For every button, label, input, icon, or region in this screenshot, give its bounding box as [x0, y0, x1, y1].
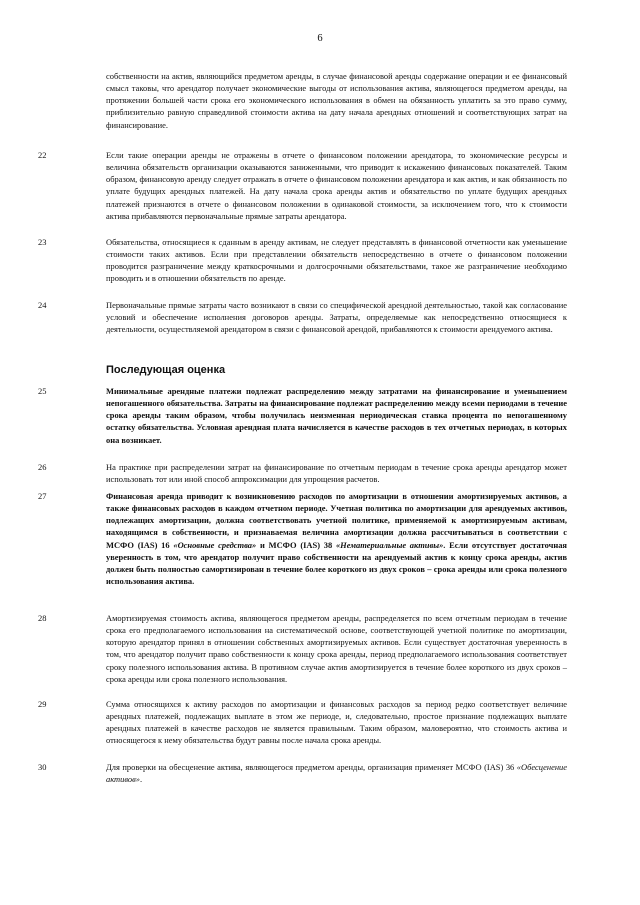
page-number: 6 [317, 33, 323, 44]
paragraph-30-text-a: Для проверки на обесценение актива, являющегося предметом аренды, организация применяет МСФО (IAS) 36 [106, 762, 517, 772]
paragraph-26: На практике при распределении затрат на финансирование по отчетным периодам в течение срока аренды арендатор может использовать тот или иной способ аппроксимации для упрощения расчетов. [106, 462, 567, 485]
standard-reference-ias36: «Обесценение активов» [106, 762, 567, 785]
paragraph-number-22: 22 [38, 150, 47, 160]
paragraph-number-24: 24 [38, 300, 47, 310]
paragraph-27-text-c: . Если отсутствует достаточная уверенность в том, что арендатор получит право собственности на арендуемый актив к концу срока аренды, актив должен быть полностью самортизирован в течение более короткого из двух сроков – срока аренды или срока полезного использования актива. [106, 539, 567, 587]
standard-reference-ias16: «Основные средства» [173, 539, 257, 550]
section-heading: Последующая оценка [106, 364, 226, 376]
paragraph-number-28: 28 [38, 613, 47, 623]
paragraph-number-30: 30 [38, 762, 47, 772]
paragraph-29: Сумма относящихся к активу расходов по амортизации и финансовых расходов за период редко соответствует величине арендных платежей, подлежащих выплате в этом же периоде, и, следовательно, простое признание подлежащих выплате арендных платежей в качестве расходов не является правильным. Таким образом, маловероятно, что стоимость актива и относящегося к нему обязательства будут равны после начала срока аренды. [106, 699, 567, 746]
paragraph-27-text-a: Финансовая аренда приводит к возникновению расходов по амортизации в отношении амортизируемых активов, а также финансовых расходов в каждом отчетном периоде. Учетная политика по амортизации для арендуемых активов, подлежащих амортизации, должна соответствовать учетной политике, применяемой к амортизируемым активам, находящимся в собственности, и признаваемая величина амортизации должна рассчитываться в соответствии с МСФО (IAS) 16 [106, 491, 567, 550]
paragraph-number-27: 27 [38, 491, 47, 501]
paragraph-28: Амортизируемая стоимость актива, являющегося предметом аренды, распределяется по всем отчетным периодам в течение срока его предполагаемого использования на систематической основе, соответствующей учетной политике по амортизации, которую арендатор принял в отношении собственных амортизируемых активов. Если существует достаточная уверенность в том, что арендатор получит право собственности к концу срока аренды, период предполагаемого использования соответствует сроку полезного использования актива. В противном случае актив амортизируется в течение более короткого из двух сроков – срока аренды или срока полезного использования. [106, 613, 567, 684]
standard-reference-ias38: «Нематериальные активы» [335, 539, 444, 550]
paragraph-27-text-b: и МСФО (IAS) 38 [256, 539, 336, 550]
paragraph-number-29: 29 [38, 699, 47, 709]
paragraph-30 [106, 761, 567, 785]
paragraph-25: Минимальные арендные платежи подлежат распределению между затратами на финансирование и уменьшением непогашенного обязательства. Затраты на финансирование подлежат распределению между всеми периодами в течение срока аренды таким образом, чтобы получилась неизменная периодическая ставка процента по непогашенному остатку обязательства. Условная арендная плата начисляется в качестве расходов в тех отчетных периодах, в которых она возникает. [106, 386, 567, 445]
intro-paragraph: собственности на актив, являющийся предметом аренды, в случае финансовой аренды содержание операции и ее финансовый смысл таковы, что арендатор получает экономические выгоды от использования актива, являющегося предметом аренды, на протяжении большей части срока его экономического использования в обмен на обязанность уплатить за это право сумму, приблизительно равную справедливой стоимости актива на дату начала арендных отношений и соответствующих затрат на финансирование. [106, 71, 567, 130]
paragraph-number-26: 26 [38, 462, 47, 472]
paragraph-number-25: 25 [38, 386, 47, 396]
paragraph-30-text-b: . [140, 774, 143, 785]
paragraph-24: Первоначальные прямые затраты часто возникают в связи со специфической арендной деятельностью, такой как согласование условий и обеспечение исполнения договоров аренды. Затраты, определяемые как непосредственно относящиеся к деятельности, осуществляемой арендатором в связи с финансовой арендой, прибавляются к стоимости арендуемого актива. [106, 300, 567, 335]
paragraph-number-23: 23 [38, 237, 47, 247]
paragraph-27 [106, 490, 567, 587]
paragraph-22: Если такие операции аренды не отражены в отчете о финансовом положении арендатора, то экономические ресурсы и величина обязательств организации оказываются заниженными, что приводит к искажению финансовых показателей. Таким образом, финансовую аренду следует отражать в отчете о финансовом положении арендатора и как актив, и как обязанность по уплате будущих арендных платежей. На дату начала срока аренды актив и обязательство по уплате будущих арендных платежей признаются в отчете о финансовом положении в одинаковой стоимости, за исключением того, что к стоимости актива прибавляются первоначальные прямые затраты арендатора. [106, 150, 567, 221]
paragraph-23: Обязательства, относящиеся к сданным в аренду активам, не следует представлять в финансовой отчетности как уменьшение стоимости таких активов. Если при представлении обязательств непосредственно в отчете о финансовом положении проводится разграничение между краткосрочными и долгосрочными обязательствами, такое же разграничение необходимо проводить и в отношении обязательств по аренде. [106, 237, 567, 284]
